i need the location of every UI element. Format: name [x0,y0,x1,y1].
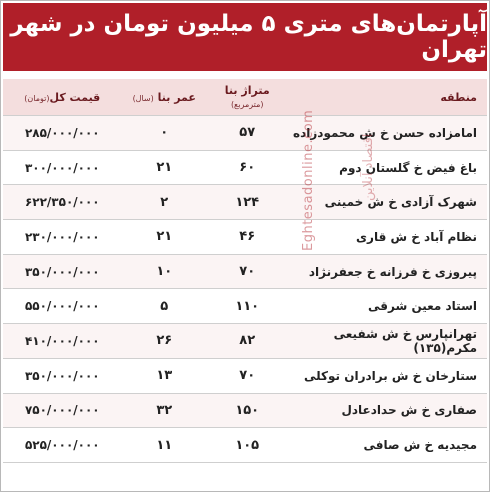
header-age: عمر بنا (سال) [122,79,207,116]
cell-age: ۱۰ [122,254,207,289]
cell-region: باغ فیض خ گلستان دوم [288,150,487,185]
header-age-unit: (سال) [132,93,154,103]
header-price-unit: (تومان) [24,93,50,103]
cell-price: ۲۸۵/۰۰۰/۰۰۰ [3,116,122,151]
cell-price: ۴۱۰/۰۰۰/۰۰۰ [3,324,122,359]
cell-age: ۰ [122,116,207,151]
cell-region: شهرک آزادی خ ش خمینی [288,185,487,220]
cell-area: ۷۰ [207,358,288,393]
table-body [3,116,487,463]
cell-region: امامزاده حسن خ ش محمودزاده [288,116,487,151]
cell-price: ۳۰۰/۰۰۰/۰۰۰ [3,150,122,185]
cell-region: استاد معین شرقی [288,289,487,324]
cell-area: ۱۵۰ [207,393,288,428]
watermark-persian: اقتصاد آنلاین [361,133,376,201]
watermark-latin: Eghtesadonline.com [301,109,316,251]
cell-price: ۵۵۰/۰۰۰/۰۰۰ [3,289,122,324]
table-row [3,358,487,393]
table-row [3,393,487,428]
cell-age: ۲۶ [122,324,207,359]
cell-price: ۳۵۰/۰۰۰/۰۰۰ [3,254,122,289]
table-row [3,324,487,359]
table-row [3,150,487,185]
cell-price: ۶۲۲/۳۵۰/۰۰۰ [3,185,122,220]
cell-area: ۶۰ [207,150,288,185]
page-title: آپارتمان‌های متری ۵ میلیون تومان در شهر تهران [10,11,487,63]
cell-region: ستارخان خ ش برادران توکلی [288,358,487,393]
cell-age: ۳۲ [122,393,207,428]
cell-age: ۱۳ [122,358,207,393]
cell-region: پیروزی خ فرزانه خ جعفرنژاد [288,254,487,289]
cell-area: ۸۲ [207,324,288,359]
cell-area: ۷۰ [207,254,288,289]
table-row [3,254,487,289]
cell-age: ۵ [122,289,207,324]
cell-price: ۳۵۰/۰۰۰/۰۰۰ [3,358,122,393]
cell-price: ۲۳۰/۰۰۰/۰۰۰ [3,220,122,255]
header-region: منطقه [288,79,487,116]
table-header-row [3,79,487,116]
cell-price: ۷۵۰/۰۰۰/۰۰۰ [3,393,122,428]
cell-price: ۵۲۵/۰۰۰/۰۰۰ [3,428,122,463]
cell-area: ۴۶ [207,220,288,255]
cell-region: صفاری خ ش حدادعادل [288,393,487,428]
header-area: متراژ بنا (مترمربع) [207,79,288,116]
cell-age: ۱۱ [122,428,207,463]
cell-area: ۱۲۴ [207,185,288,220]
table-row [3,428,487,463]
title-bar [3,3,487,71]
table-row [3,116,487,151]
cell-area: ۱۰۵ [207,428,288,463]
table-row [3,185,487,220]
table-row [3,289,487,324]
cell-region: تهرانپارس خ ش شفیعی مکرم(۱۳۵) [288,324,487,359]
cell-age: ۲۱ [122,220,207,255]
cell-region: مجیدیه خ ش صافی [288,428,487,463]
cell-area: ۱۱۰ [207,289,288,324]
table-row [3,220,487,255]
header-area-unit: (مترمربع) [230,100,264,109]
cell-region: نظام آباد خ ش قاری [288,220,487,255]
header-price: قیمت کل(تومان) [3,79,122,116]
cell-age: ۲۱ [122,150,207,185]
cell-area: ۵۷ [207,116,288,151]
cell-age: ۲ [122,185,207,220]
apartments-table [3,79,487,463]
